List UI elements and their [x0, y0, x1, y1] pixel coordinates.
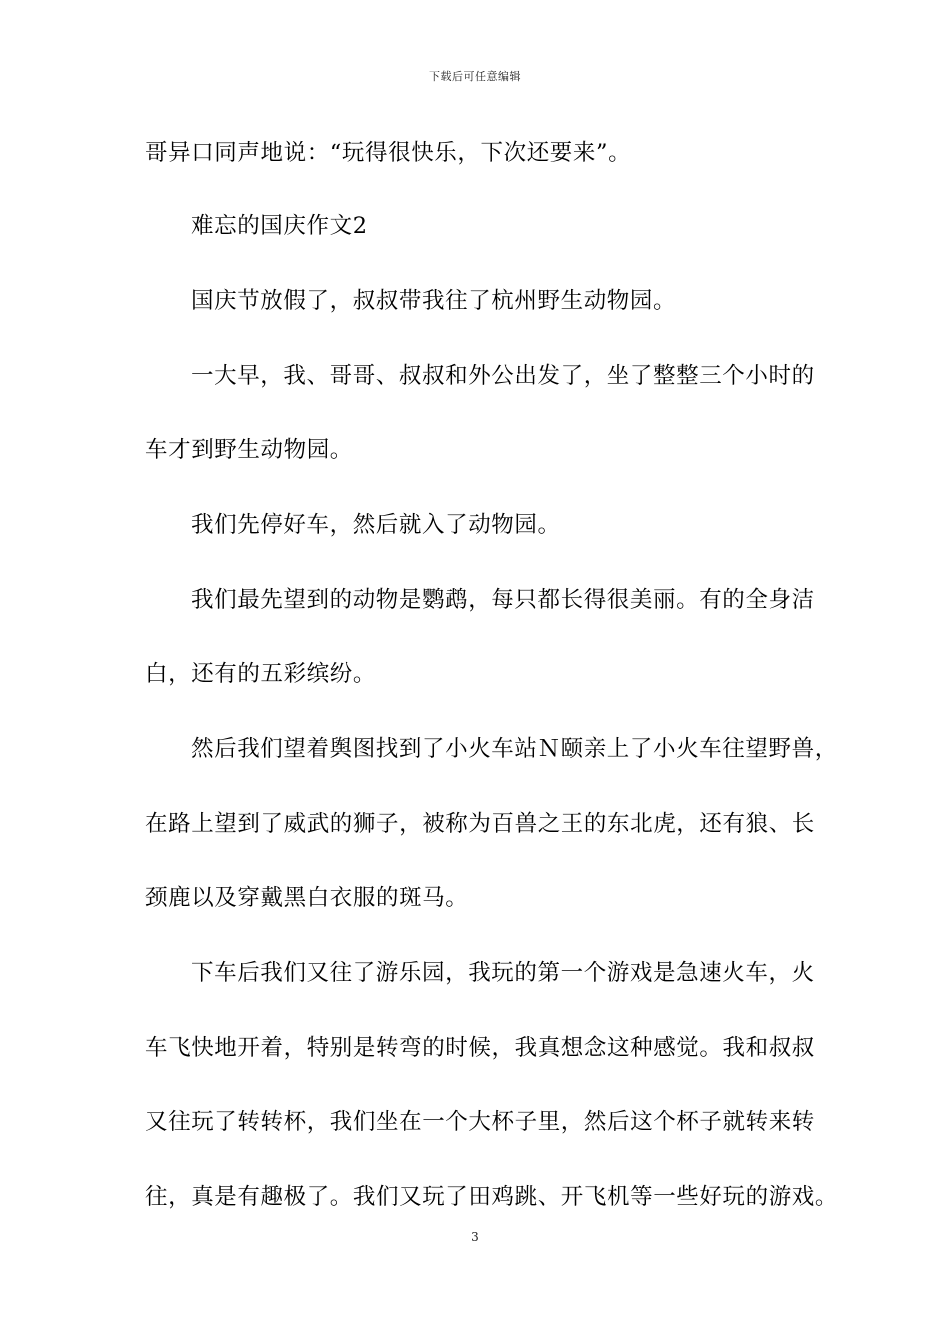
- body-line: 车才到野生动物园。: [145, 437, 353, 463]
- body-line: 在路上望到了威武的狮子，被称为百兽之王的东北虎，还有狼、长: [145, 811, 815, 837]
- body-line: 然后我们望着舆图找到了小火车站Ｎ颐亲上了小火车往望野兽，: [191, 736, 838, 762]
- section-heading: 难忘的国庆作文2: [191, 213, 368, 239]
- body-line: 车飞快地开着，特别是转弯的时候，我真想念这种感觉。我和叔叔: [145, 1035, 815, 1061]
- body-line: 颈鹿以及穿戴黑白衣服的斑马。: [145, 885, 469, 911]
- page-header: 下载后可任意编辑: [429, 70, 521, 83]
- body-line: 白，还有的五彩缤纷。: [145, 661, 377, 687]
- body-line: 又往玩了转转杯，我们坐在一个大杯子里，然后这个杯子就转来转: [145, 1109, 815, 1135]
- body-line: 往，真是有趣极了。我们又玩了田鸡跳、开飞机等一些好玩的游戏。: [145, 1184, 839, 1210]
- body-line: 我们最先望到的动物是鹦鹉，每只都长得很美丽。有的全身洁: [191, 587, 815, 613]
- body-line: 下车后我们又往了游乐园，我玩的第一个游戏是急速火车，火: [191, 960, 815, 986]
- page-number: 3: [471, 1230, 479, 1244]
- body-line: 哥异口同声地说：“玩得很快乐，下次还要来”。: [145, 140, 632, 166]
- body-line: 国庆节放假了，叔叔带我往了杭州野生动物园。: [191, 288, 677, 314]
- body-line: 一大早，我、哥哥、叔叔和外公出发了，坐了整整三个小时的: [191, 363, 815, 389]
- body-line: 我们先停好车，然后就入了动物园。: [191, 512, 561, 538]
